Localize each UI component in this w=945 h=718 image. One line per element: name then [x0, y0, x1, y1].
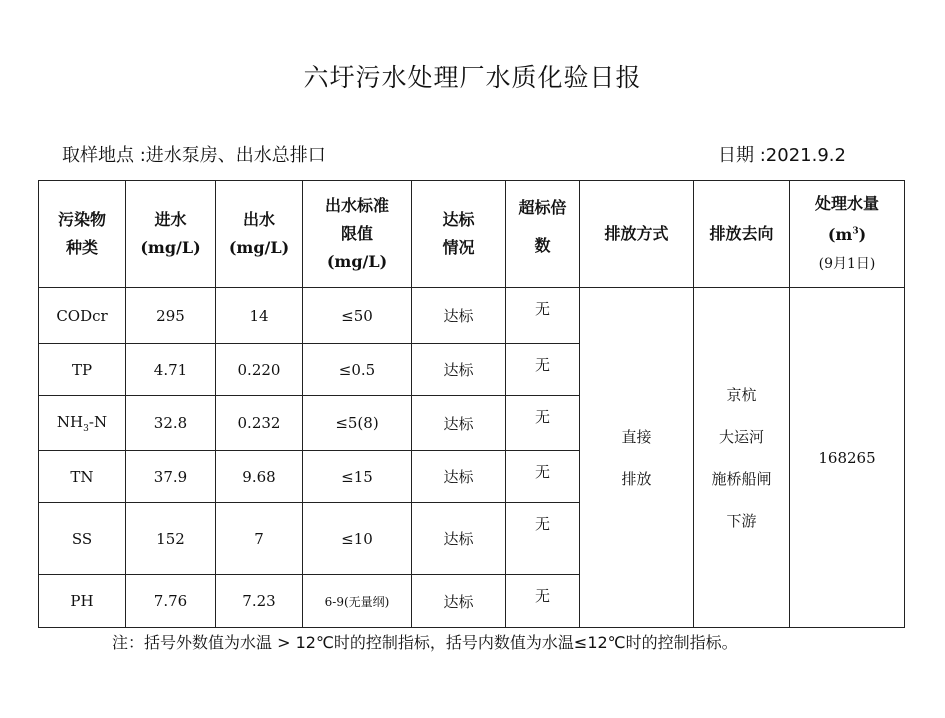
report-date: 日期 :2021.9.2	[718, 145, 846, 166]
header-exceed	[506, 181, 580, 288]
header-compliance: 达标 情况	[412, 181, 506, 288]
report-title: 六圩污水处理厂水质化验日报	[303, 63, 642, 92]
exceed-cell: 无	[506, 344, 580, 396]
header-discharge-method: 排放方式	[580, 181, 694, 288]
limit-cell: ≤50	[303, 288, 412, 344]
inflow-cell: 7.76	[126, 575, 216, 628]
discharge-method-cell: 直接 排放	[580, 288, 694, 628]
compliance-cell: 达标	[412, 288, 506, 344]
header-exceed-line2: 数	[534, 236, 551, 255]
header-volume	[790, 181, 905, 288]
outflow-cell: 0.220	[216, 344, 303, 396]
inflow-cell: 4.71	[126, 344, 216, 396]
limit-cell: ≤5(8)	[303, 396, 412, 451]
exceed-cell: 无	[506, 396, 580, 451]
header-volume-line1: 处理水量	[814, 193, 879, 213]
limit-cell: ≤10	[303, 503, 412, 575]
pollutant-cell: TN	[39, 451, 126, 503]
exceed-cell: 无	[506, 575, 580, 628]
compliance-cell: 达标	[412, 575, 506, 628]
compliance-cell: 达标	[412, 396, 506, 451]
compliance-cell: 达标	[412, 451, 506, 503]
exceed-cell: 无	[506, 503, 580, 575]
header-pollutant: 污染物 种类	[39, 181, 126, 288]
discharge-dest-cell: 京杭 大运河 施桥船闸 下游	[694, 288, 790, 628]
sample-location: 取样地点 :进水泵房、出水总排口	[62, 145, 326, 166]
outflow-cell: 9.68	[216, 451, 303, 503]
pollutant-cell: $NH_3-N$	[39, 396, 126, 451]
inflow-cell: 37.9	[126, 451, 216, 503]
pollutant-cell: CODcr	[39, 288, 126, 344]
header-inflow: 进水 (mg/L)	[126, 181, 216, 288]
pollutant-cell: PH	[39, 575, 126, 628]
compliance-cell: 达标	[412, 503, 506, 575]
header-discharge-dest: 排放去向	[694, 181, 790, 288]
header-exceed-line1: 超标倍	[518, 198, 567, 217]
inflow-cell: 295	[126, 288, 216, 344]
header-row	[39, 181, 905, 288]
limit-cell: ≤15	[303, 451, 412, 503]
footnote: 注：括号外数值为水温 > 12℃时的控制指标，括号内数值为水温≤12℃时的控制指标。	[112, 633, 738, 652]
compliance-cell: 达标	[412, 344, 506, 396]
exceed-cell: 无	[506, 288, 580, 344]
limit-cell: ≤0.5	[303, 344, 412, 396]
table-row	[39, 288, 905, 344]
header-volume-date: (9月1日)	[818, 256, 876, 273]
outflow-cell: 0.232	[216, 396, 303, 451]
volume-cell: 168265	[790, 288, 905, 628]
exceed-cell: 无	[506, 451, 580, 503]
outflow-cell: 7	[216, 503, 303, 575]
pollutant-cell: TP	[39, 344, 126, 396]
inflow-cell: 32.8	[126, 396, 216, 451]
outflow-cell: 7.23	[216, 575, 303, 628]
header-volume-unit: $(m^3)$	[827, 225, 867, 245]
water-quality-table	[38, 180, 905, 628]
header-outflow: 出水 (mg/L)	[216, 181, 303, 288]
outflow-cell: 14	[216, 288, 303, 344]
inflow-cell: 152	[126, 503, 216, 575]
limit-cell: 6-9(无量纲)	[303, 575, 412, 628]
header-limit: 出水标准 限值 (mg/L)	[303, 181, 412, 288]
pollutant-cell: SS	[39, 503, 126, 575]
